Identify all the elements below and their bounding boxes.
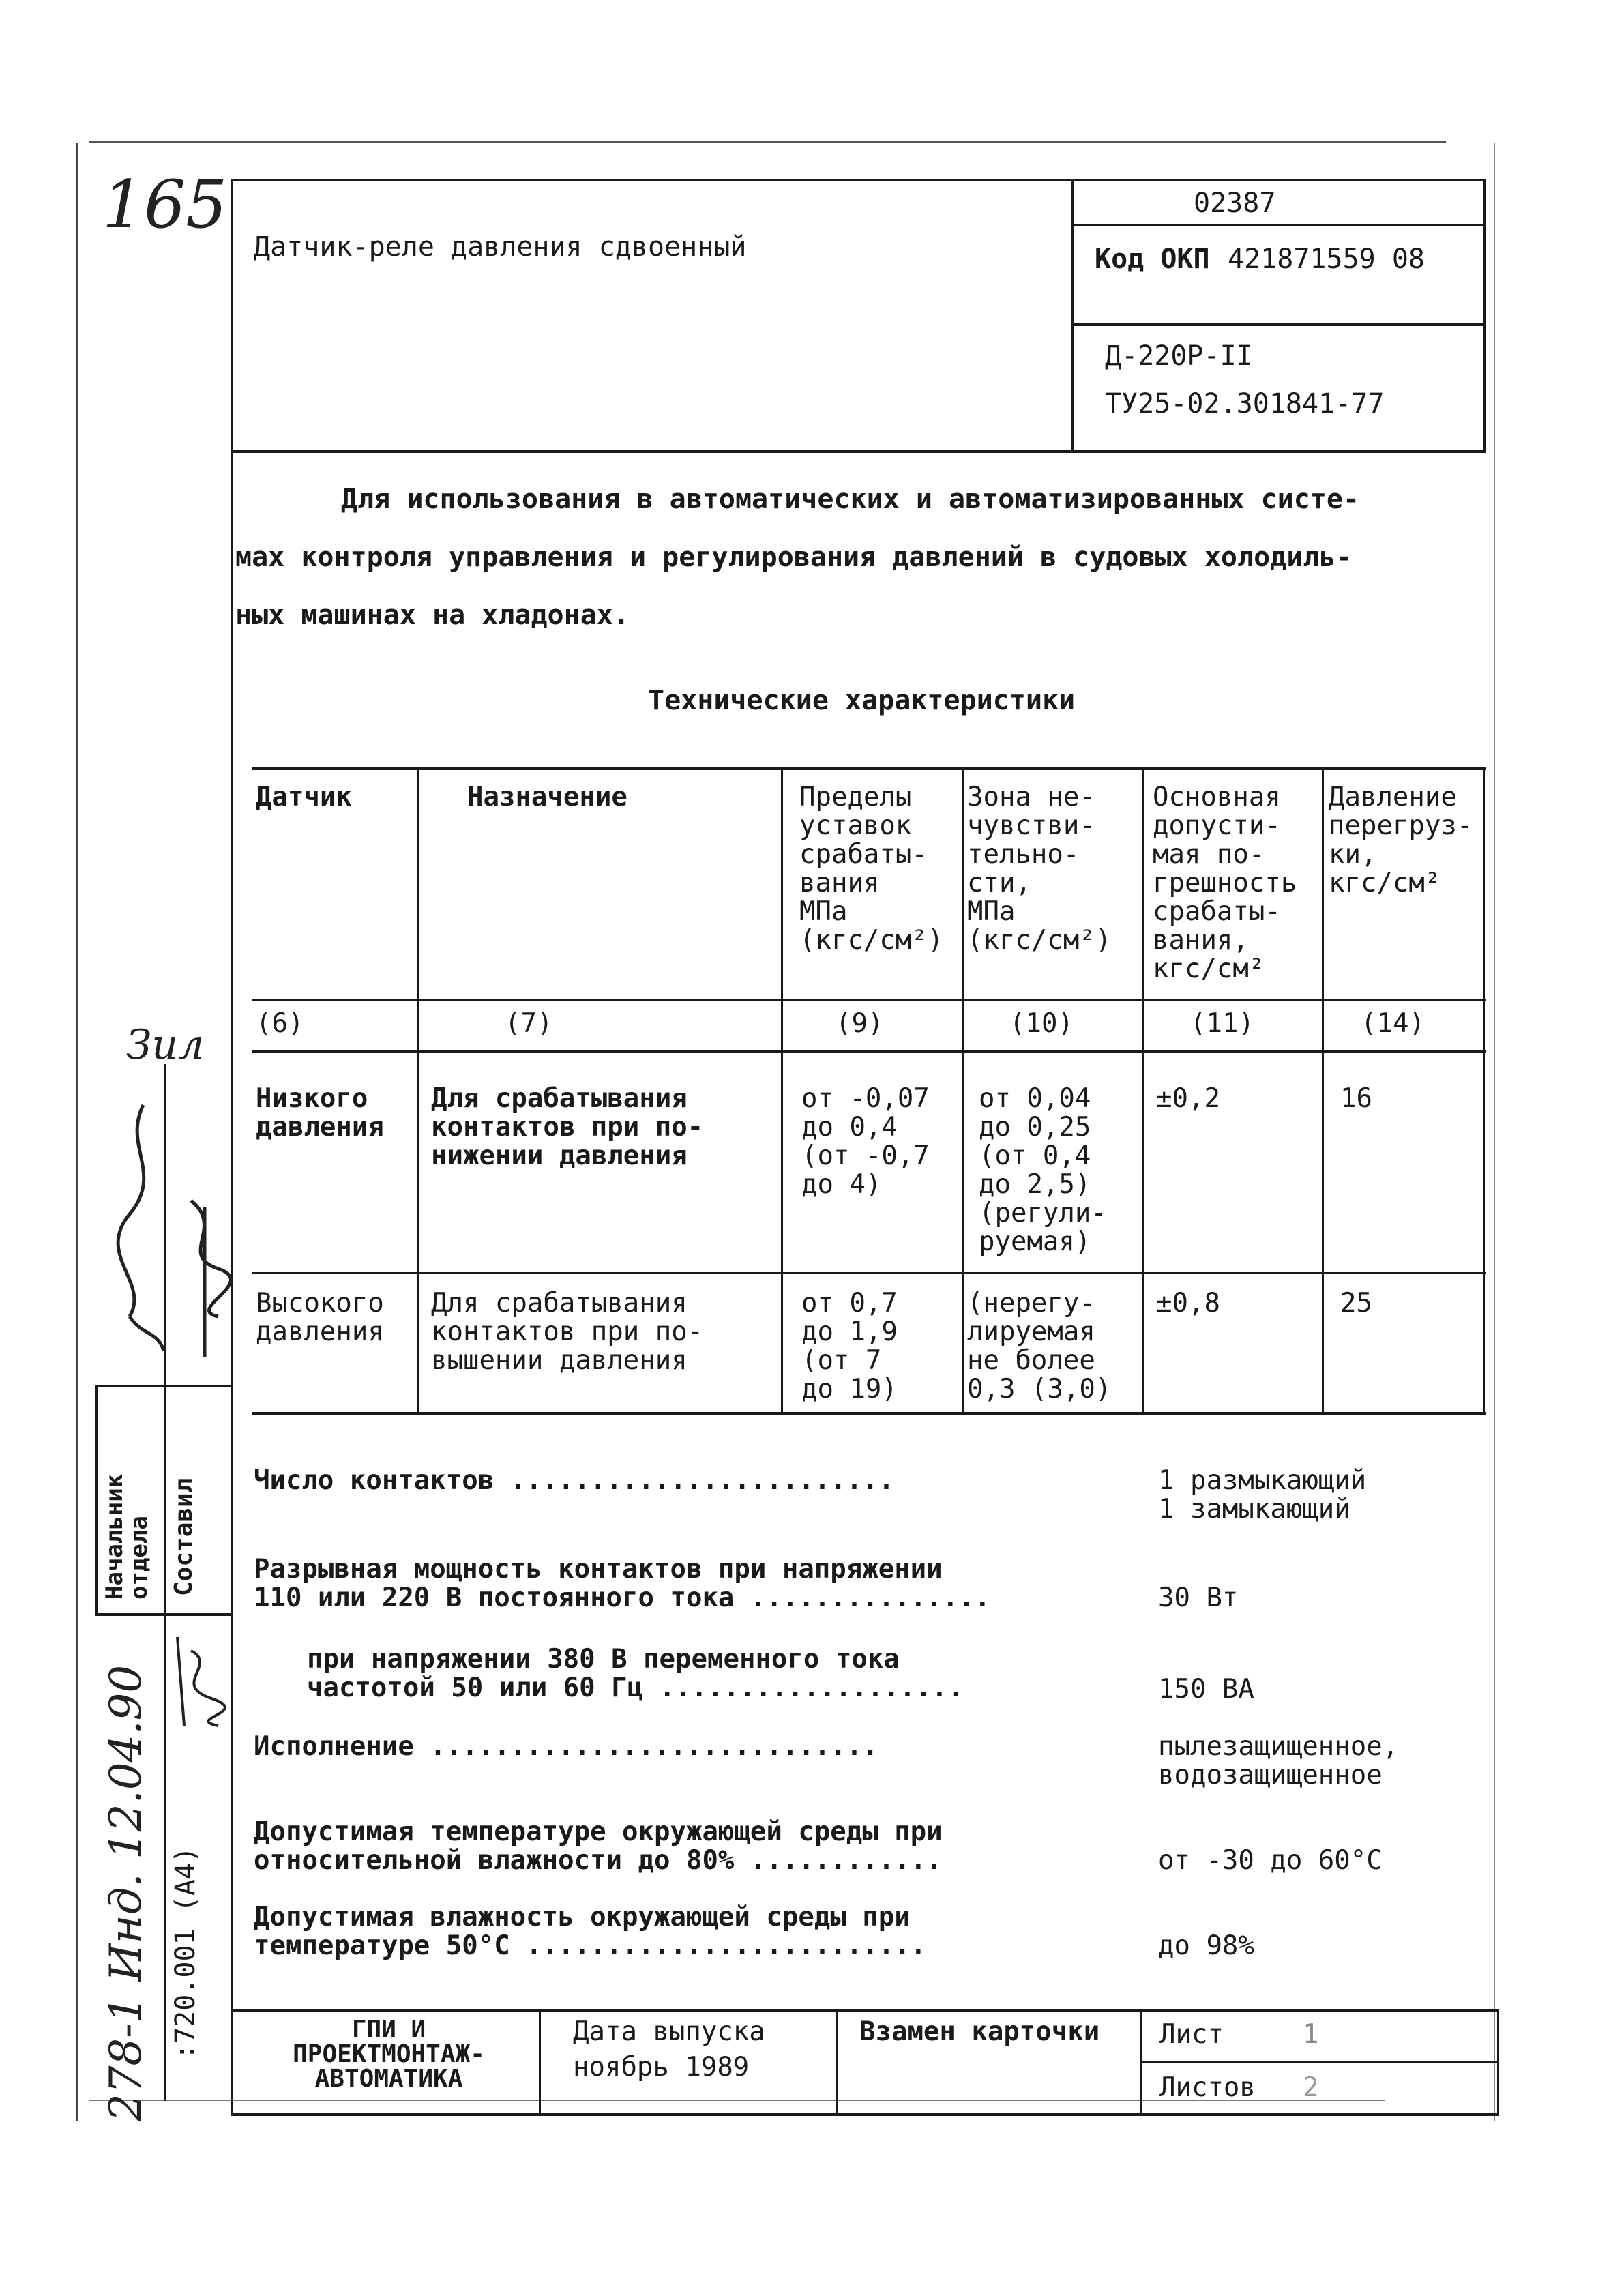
footer-vline-1 xyxy=(539,2009,541,2115)
okp-code-label: Код ОКП xyxy=(1095,244,1210,275)
table-row-low-purpose: Для срабатывания контактов при по- нижении давления xyxy=(431,1083,704,1171)
footer-replaces-label: Взамен карточки xyxy=(859,2016,1100,2047)
footer-bottom xyxy=(231,2113,1499,2116)
footer-sheet-divider xyxy=(1140,2061,1499,2063)
top-edge-line xyxy=(89,141,1446,143)
table-row-divider xyxy=(252,1272,1486,1274)
spec-humidity-label: Допустимая влажность окружающей среды при температуре 50°С ......................... xyxy=(254,1902,927,1961)
table-header-sensor: Датчик xyxy=(256,782,352,812)
purpose-line-3: ных машинах на хладонах. xyxy=(235,600,630,631)
table-colnum-bottom xyxy=(252,1050,1486,1053)
table-header-deadband: Зона не- чувстви- тельно- сти, МПа (кгс/см²) xyxy=(967,782,1112,956)
margin-form-code: :720.001 (А4) xyxy=(170,1846,201,2060)
section-heading: Технические характеристики xyxy=(648,685,1076,716)
margin-department-head-label: Начальник отдела xyxy=(101,1473,153,1600)
margin-handwritten-note: 278-1 Инд. 12.04.90 xyxy=(101,1664,151,2121)
spec-temperature-value: от -30 до 60°С xyxy=(1158,1845,1383,1876)
column-number-2: (7) xyxy=(505,1008,553,1039)
table-row-low-overload: 16 xyxy=(1340,1083,1372,1114)
spec-ac-power-label: при напряжении 380 В переменного тока частотой 50 или 60 Гц ................... xyxy=(307,1644,964,1703)
product-title: Датчик-реле давления сдвоенный xyxy=(254,231,747,263)
table-row-high-overload: 25 xyxy=(1340,1288,1372,1319)
table-top xyxy=(252,767,1486,770)
table-row-low-setpoint: от -0,07 до 0,4 (от -0,7 до 4) xyxy=(801,1083,930,1200)
spec-temperature-label: Допустимая температуре окружающей среды при относительной влажности до 80% ............ xyxy=(254,1816,943,1876)
spec-contacts-value: 1 размыкающий 1 замыкающий xyxy=(1158,1465,1367,1525)
frame-top xyxy=(231,179,1486,181)
table-vline-3 xyxy=(962,767,964,1414)
column-number-3: (9) xyxy=(836,1008,884,1039)
right-edge-line xyxy=(1494,143,1495,2121)
spec-dc-power-value: 30 Вт xyxy=(1158,1583,1239,1613)
table-header-setpoint-range: Пределы уставок срабаты- вания МПа (кгс/см²) xyxy=(799,782,944,956)
page-number: 165 xyxy=(102,166,228,243)
table-bottom xyxy=(252,1412,1486,1415)
column-number-6: (14) xyxy=(1361,1008,1425,1039)
column-number-1: (6) xyxy=(256,1008,304,1039)
table-header-overload: Давление перегруз- ки, кгс/см² xyxy=(1329,782,1473,898)
signature-small-icon xyxy=(164,1623,232,1733)
table-header-accuracy: Основная допусти- мая по- грешность срабаты- вания, кгс/см² xyxy=(1153,782,1297,984)
margin-box-bottom xyxy=(95,1613,232,1616)
column-number-5: (11) xyxy=(1190,1008,1254,1039)
table-vline-1 xyxy=(417,767,419,1414)
spec-humidity-value: до 98% xyxy=(1158,1930,1254,1961)
table-row-low-accuracy: ±0,2 xyxy=(1156,1083,1220,1114)
footer-issue-label: Дата выпуска xyxy=(573,2016,765,2047)
spec-dc-power-label: Разрывная мощность контактов при напряжении 110 или 220 В постоянного тока ............... xyxy=(254,1554,991,1613)
header-bottom xyxy=(231,450,1486,453)
footer-issue-value: ноябрь 1989 xyxy=(573,2052,750,2082)
spec-execution-label: Исполнение ............................ xyxy=(254,1731,878,1762)
header-divider-vertical xyxy=(1071,179,1074,452)
table-row-high-setpoint: от 0,7 до 1,9 (от 7 до 19) xyxy=(801,1288,898,1404)
spec-contacts-label: Число контактов ........................ xyxy=(254,1465,895,1496)
table-colnum-top xyxy=(252,999,1486,1001)
footer-top xyxy=(231,2009,1499,2012)
model-number: Д-220Р-II xyxy=(1105,340,1253,372)
margin-box-top xyxy=(95,1385,232,1387)
header-divider-registration xyxy=(1071,224,1486,226)
footer-organization: ГПИ И ПРОЕКТМОНТАЖ- АВТОМАТИКА xyxy=(293,2016,485,2093)
table-vline-2 xyxy=(781,767,783,1414)
footer-sheet-label: Лист xyxy=(1159,2019,1224,2050)
table-row-low-deadband: от 0,04 до 0,25 (от 0,4 до 2,5) (регули- руемая) xyxy=(979,1083,1107,1257)
signature-scribble-icon xyxy=(102,1091,239,1378)
frame-right-header xyxy=(1483,179,1486,452)
okp-code-value: 421871559 08 xyxy=(1228,244,1425,275)
table-vline-5 xyxy=(1322,767,1324,1414)
spec-ac-power-value: 150 ВА xyxy=(1158,1674,1254,1705)
footer-sheets-label: Листов xyxy=(1159,2072,1256,2103)
left-edge-line xyxy=(76,143,78,2121)
footer-sheet-value: 1 xyxy=(1303,2019,1319,2050)
table-vline-4 xyxy=(1142,767,1144,1414)
table-row-low-sensor: Низкого давления xyxy=(256,1083,384,1143)
table-header-purpose: Назначение xyxy=(467,782,627,812)
spec-execution-value: пылезащищенное, водозащищенное xyxy=(1158,1731,1399,1791)
table-row-high-deadband: (нерегу- лируемая не более 0,3 (3,0) xyxy=(967,1288,1112,1404)
margin-compiled-label: Составил xyxy=(170,1477,198,1596)
margin-box-left xyxy=(95,1385,98,1613)
footer-vline-2 xyxy=(836,2009,838,2115)
purpose-line-2: мах контроля управления и регулирования давлений в судовых холодиль- xyxy=(235,542,1353,573)
column-number-4: (10) xyxy=(1009,1008,1074,1039)
table-row-high-sensor: Высокого давления xyxy=(256,1288,384,1347)
table-vline-right xyxy=(1483,767,1485,1414)
purpose-line-1: Для использования в автоматических и автоматизированных систе- xyxy=(341,484,1360,515)
spec-number: ТУ25-02.301841-77 xyxy=(1105,388,1385,420)
footer-sheets-value: 2 xyxy=(1303,2072,1319,2103)
header-divider-okp xyxy=(1071,323,1486,326)
table-row-high-purpose: Для срабатывания контактов при по- вышении давления xyxy=(431,1288,704,1376)
margin-handwritten-initials: Зил xyxy=(126,1021,205,1069)
table-row-high-accuracy: ±0,8 xyxy=(1156,1288,1220,1319)
registration-number: 02387 xyxy=(1194,188,1276,219)
